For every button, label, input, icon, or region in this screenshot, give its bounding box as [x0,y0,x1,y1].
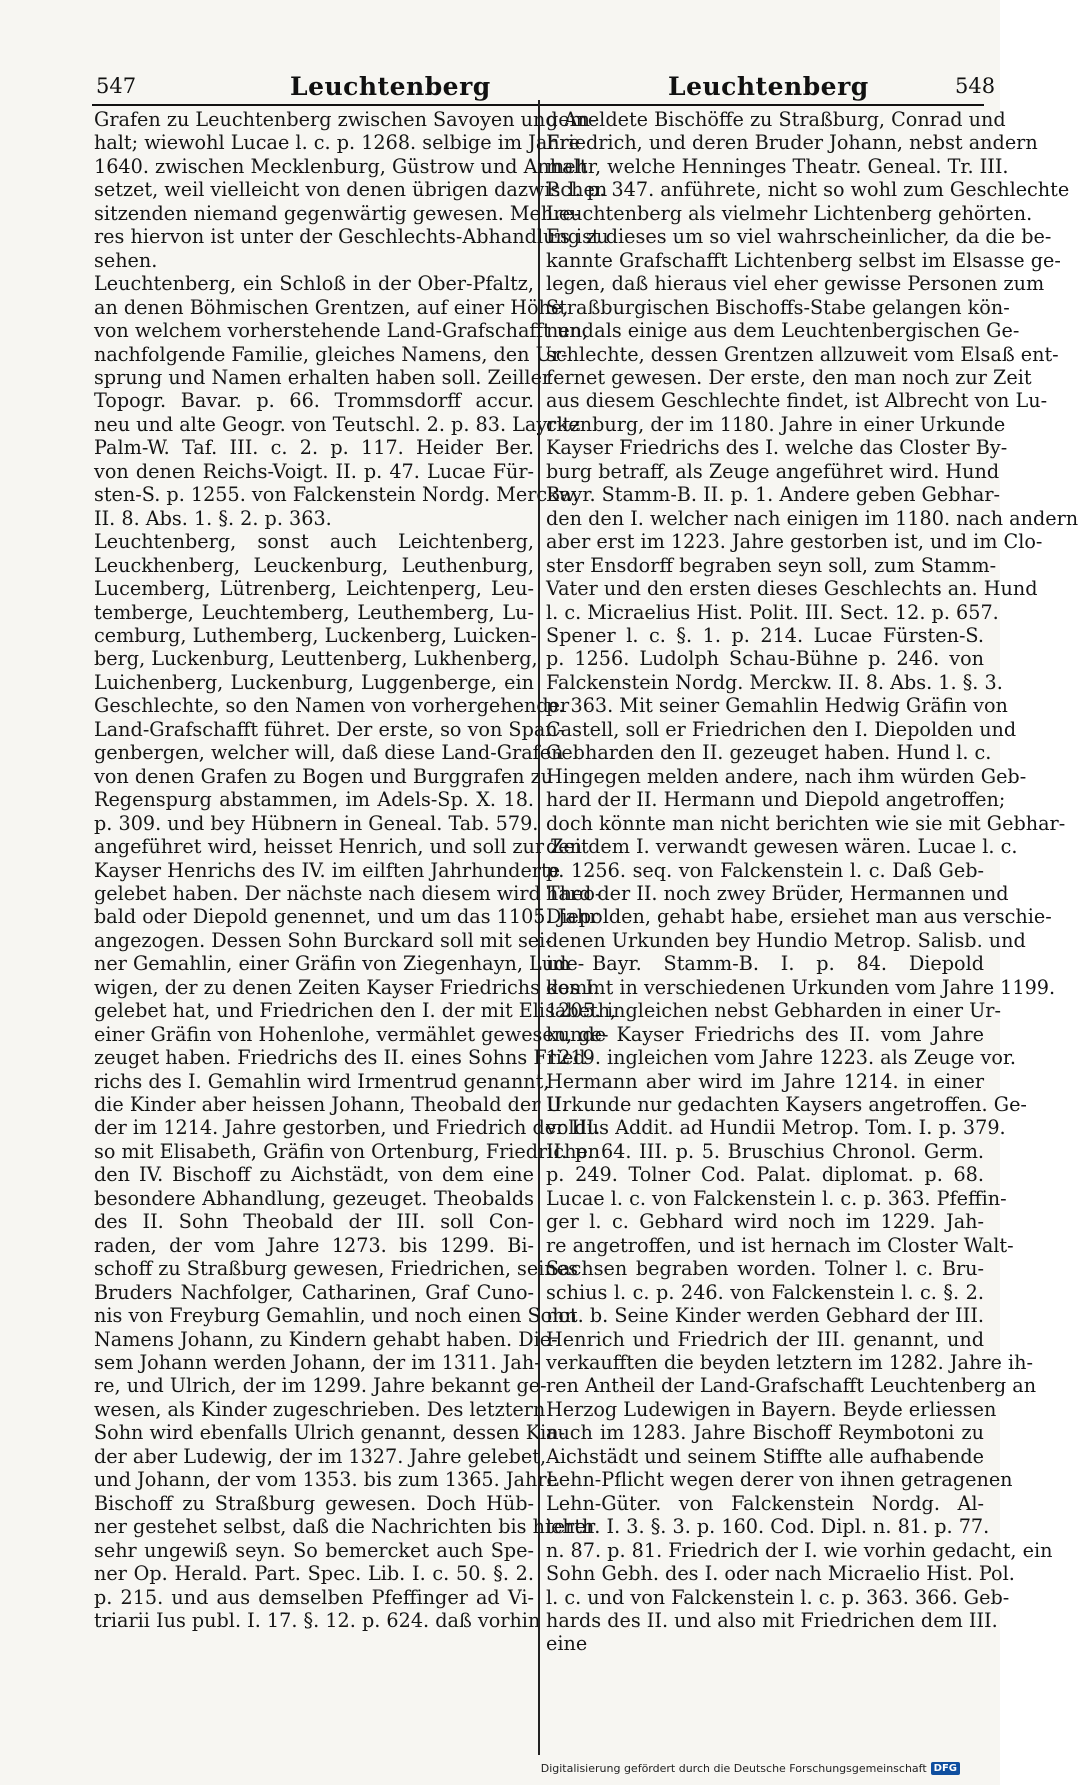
text-line: Leuckhenberg, Leuckenburg, Leuthenburg, [94,553,534,577]
text-line: besondere Abhandlung, gezeuget. Theobalds [94,1186,534,1210]
text-line: bald oder Diepold genennet, und um das 1105. Jahr [94,905,599,929]
text-line: setzet, weil vielleicht von denen übrigen dazwischen [94,178,608,202]
text-line: Vater und den ersten dieses Geschlechts an. Hund [546,577,1038,601]
text-line: Herzog Ludewigen in Bayern. Beyde erliessen [546,1397,997,1421]
page-number-left: 547 [96,74,137,98]
text-line: verkaufften die beyden letztern im 1282. Jahre ih- [546,1351,1033,1375]
text-line: den den I. welcher nach einigen im 1180. nach andern [546,506,1078,530]
text-line: Luichenberg, Luckenburg, Luggenberge, ein [94,670,534,694]
text-line: hards des II. und also mit Friedrichen dem III. [546,1609,998,1632]
text-line: Land-Grafschafft führet. Der erste, so von Span- [94,717,565,741]
text-line: l. c. und von Falckenstein l. c. p. 363. 366. Geb- [546,1585,1010,1609]
text-line: den dem I. verwandt gewesen wären. Lucae l. c. [546,835,1018,859]
text-line: des II. Sohn Theobald der III. soll Con- [94,1210,534,1234]
dfg-logo: DFG [931,1762,960,1775]
text-line: Kayser Friedrichs des I. welche das Closter By- [546,436,1008,460]
digitization-credit [541,1759,960,1777]
text-line: re angetroffen, und ist hernach im Closter Walt- [546,1233,1014,1257]
text-line: einer Gräfin von Hohenlohe, vermählet gewesen, ge- [94,1022,609,1046]
page-number-right: 548 [955,74,996,98]
text-line: Aichstädt und seinem Stiffte alle aufhabende [546,1444,984,1468]
text-line: res hiervon ist unter der Geschlechts-Abhandlung zu [94,225,609,249]
text-line: neu und alte Geogr. von Teutschl. 2. p. 83. Layritz [94,412,581,436]
text-line: triarii Ius publ. I. 17. §. 12. p. 624. daß vorhin [94,1609,541,1632]
text-line: Falckenstein Nordg. Merckw. II. 8. Abs. 1. §. 3. [546,670,1003,694]
text-line: Sohn Gebh. des I. oder nach Micraelio Hist. Pol. [546,1562,1015,1586]
text-line: doch könnte man nicht berichten wie sie mit Gebhar- [546,811,1066,835]
text-line: im Bayr. Stamm-B. I. p. 84. Diepold [546,952,984,976]
text-line: von denen Grafen zu Bogen und Burggrafen zu [94,764,554,788]
text-line: p. 363. Mit seiner Gemahlin Hedwig Gräfin von [546,694,1008,718]
text-line: der aber Ludewig, der im 1327. Jahre gelebet, [94,1444,547,1468]
text-line: ster Ensdorff begraben seyn soll, zum Stamm- [546,553,997,577]
text-line: an denen Böhmischen Grentzen, auf einer Höhe, [94,295,569,319]
text-line: gelebet haben. Der nächste nach diesem wird Theo- [94,881,602,905]
text-line: gelebet hat, und Friedrichen den I. der mit Elisabeth, [94,999,617,1023]
text-line: Spener l. c. §. 1. p. 214. Lucae Fürsten-S. [546,623,984,647]
text-line: II. p. 64. III. p. 5. Bruschius Chronol. Germ. [546,1139,984,1163]
text-line: Lehn-Pflicht wegen derer von ihnen getragenen [546,1468,1013,1492]
text-line: mehr, welche Henninges Theatr. Geneal. Tr. III. [546,154,1009,178]
text-line: Leuchtenberg, sonst auch Leichtenberg, [94,530,534,554]
text-line: II. 8. Abs. 1. §. 2. p. 363. [94,506,332,530]
text-line: sehen. [94,248,158,272]
text-line: Namens Johann, zu Kindern gehabt haben. Die- [94,1327,558,1351]
text-line: sem Johann werden Johann, der im 1311. Jah- [94,1351,541,1375]
text-line: nen, als einige aus dem Leuchtenbergischen Ge- [546,319,1020,343]
text-line: burg betraff, als Zeuge angeführet wird. Hund [546,459,1000,483]
text-line: p. 309. und bey Hübnern in Geneal. Tab. 579. [94,811,539,835]
text-line: genbergen, welcher will, daß diese Land-Grafen [94,741,564,765]
text-line: re, und Ulrich, der im 1299. Jahre bekannt ge- [94,1374,547,1398]
text-line: 1219. ingleichen vom Jahre 1223. als Zeuge vor. [546,1046,1017,1070]
text-line: Friedrich, und deren Bruder Johann, nebst andern [546,131,1038,155]
text-line: schoff zu Straßburg gewesen, Friedrichen, seines [94,1257,578,1281]
text-line: voldus Addit. ad Hundii Metrop. Tom. I. p. 379. [546,1116,1006,1140]
text-line: nachfolgende Familie, gleiches Namens, den Ur- [94,342,568,366]
text-line: Palm-W. Taf. III. c. 2. p. 117. Heider Ber. [94,436,534,460]
text-line: sitzenden niemand gegenwärtig gewesen. Mehre- [94,201,581,225]
text-line: fernet gewesen. Der erste, den man noch zur Zeit [546,365,1032,389]
text-line: und Johann, der vom 1353. bis zum 1365. Jahre [94,1468,558,1492]
right-column [546,108,1078,1656]
text-line: temberge, Leuchtemberg, Leuthemberg, Lu- [94,600,534,624]
text-line: Lucemberg, Lütrenberg, Leichtenperg, Leu- [94,577,534,601]
text-line: hard der II. Hermann und Diepold angetroffen; [546,788,1006,812]
text-line: Henrich und Friedrich der III. genannt, und [546,1327,984,1351]
text-line: ger l. c. Gebhard wird noch im 1229. Jah- [546,1210,984,1234]
text-line: p. 1256. seq. von Falckenstein l. c. Daß Geb- [546,858,984,882]
text-line: eine [546,1632,588,1656]
text-line: hard der II. noch zwey Brüder, Hermannen und [546,881,1009,905]
text-line: schlechte, dessen Grentzen allzuweit vom Elsaß ent- [546,342,1059,366]
text-line: Diepolden, gehabt habe, ersiehet man aus verschie- [546,905,1052,929]
text-line: legen, daß hieraus viel eher gewisse Personen zum [546,272,1045,296]
text-line: nis von Freyburg Gemahlin, und noch einen Sohn [94,1304,577,1328]
text-line: cemburg, Luthemberg, Luckenberg, Luicken- [94,623,537,647]
text-line: Bischoff zu Straßburg gewesen. Doch Hüb- [94,1491,534,1515]
text-line: Leuchtenberg als vielmehr Lichtenberg gehörten. [546,201,1033,225]
text-line: raden, der vom Jahre 1273. bis 1299. Bi- [94,1233,534,1257]
text-line: denen Urkunden bey Hundio Metrop. Salisb. und [546,928,1026,952]
running-title-left: Leuchtenberg [290,72,491,101]
text-line: p. 1256. Ludolph Schau-Bühne p. 246. von [546,647,984,671]
text-line: aus diesem Geschlechte findet, ist Albrecht von Lu- [546,389,1048,413]
text-line: l. c. Micraelius Hist. Polit. III. Sect. 12. p. 657. [546,600,999,624]
text-line: Bayr. Stamm-B. II. p. 1. Andere geben Gebhar- [546,483,1000,507]
text-line: berg, Luckenburg, Leuttenberg, Lukhenberg, [94,647,538,671]
text-line: ckenburg, der im 1180. Jahre in einer Urkunde [546,412,1006,436]
text-line: Lucae l. c. von Falckenstein l. c. p. 363. Pfeffin- [546,1186,1007,1210]
text-line: not. b. Seine Kinder werden Gebhard der III. [546,1304,984,1328]
text-line: ner gestehet selbst, daß die Nachrichten bis hieher [94,1515,596,1539]
text-line: Kayser Henrichs des IV. im eilften Jahrhunderte [94,858,561,882]
text-line: angeführet wird, heisset Henrich, und soll zur Zeit [94,835,589,859]
text-line: Grafen zu Leuchtenberg zwischen Savoyen und An- [94,108,597,131]
text-line: wigen, der zu denen Zeiten Kayser Friedrichs des I. [94,975,600,999]
text-line: n. 87. p. 81. Friedrich der I. wie vorhin gedacht, ein [546,1538,1053,1562]
page-header [0,72,1000,106]
text-line: 1640. zwischen Mecklenburg, Güstrow und Anhalt [94,154,588,178]
text-line: richs des I. Gemahlin wird Irmentrud genannt, [94,1069,550,1093]
text-line: ren Antheil der Land-Grafschafft Leuchtenberg an [546,1374,1037,1398]
text-line: Regenspurg abstammen, im Adels-Sp. X. 18. [94,788,534,812]
text-line: den IV. Bischoff zu Aichstädt, von dem eine [94,1163,534,1187]
text-line: halt; wiewohl Lucae l. c. p. 1268. selbige im Jahre [94,131,581,155]
text-line: Urkunde nur gedachten Kaysers angetroffen. Ge- [546,1093,1027,1117]
text-line: von welchem vorherstehende Land-Grafschafft und [94,319,594,343]
text-line: kunde Kayser Friedrichs des II. vom Jahre [546,1022,984,1046]
text-line: Topogr. Bavar. p. 66. Trommsdorff accur. [94,389,534,413]
text-line: Bruders Nachfolger, Catharinen, Graf Cuno- [94,1280,534,1304]
text-line: so mit Elisabeth, Gräfin von Ortenburg, Friedrichen [94,1139,601,1163]
text-line: Sohn wird ebenfalls Ulrich genannt, dessen Kin- [94,1421,566,1445]
left-column [94,108,617,1632]
text-line: Lehn-Güter. von Falckenstein Nordg. Al- [546,1491,984,1515]
text-line: Hermann aber wird im Jahre 1214. in einer [546,1069,984,1093]
text-line: wesen, als Kinder zugeschrieben. Des letztern [94,1397,546,1421]
text-line: 1205. ingleichen nebst Gebharden in einer Ur- [546,999,1001,1023]
text-line: sten-S. p. 1255. von Falckenstein Nordg. Merckw. [94,483,580,507]
credit-text: Digitalisierung gefördert durch die Deutsche Forschungsgemeinschaft [540,1761,927,1775]
text-line: Leuchtenberg, ein Schloß in der Ober-Pfaltz, [94,272,534,296]
text-line: P. I. p. 347. anführete, nicht so wohl zum Geschlechte [546,178,1070,202]
text-line: Es ist dieses um so viel wahrscheinlicher, da die be- [546,225,1052,249]
text-line: auch im 1283. Jahre Bischoff Reymbotoni zu [546,1421,984,1445]
text-line: angezogen. Dessen Sohn Burckard soll mit sei- [94,928,552,952]
text-line: p. 249. Tolner Cod. Palat. diplomat. p. 68. [546,1163,984,1187]
text-line: Castell, soll er Friedrichen den I. Diepolden und [546,717,1017,741]
text-line: sehr ungewiß seyn. So bemercket auch Spe- [94,1538,534,1562]
text-line: ner Gemahlin, einer Gräfin von Ziegenhayn, Lude- [94,952,585,976]
text-line: Straßburgischen Bischoffs-Stabe gelangen kön- [546,295,1010,319]
text-line: Gebharden den II. gezeuget haben. Hund l. c. [546,741,992,765]
text-line: der im 1214. Jahre gestorben, und Friedrich der III. [94,1116,601,1140]
text-line: ner Op. Herald. Part. Spec. Lib. I. c. 50. §. 2. [94,1562,534,1586]
text-line: kannte Grafschafft Lichtenberg selbst im Elsasse ge- [546,248,1061,272]
text-line: gemeldete Bischöffe zu Straßburg, Conrad und [546,108,1006,131]
text-line: Hingegen melden andere, nach ihm würden Geb- [546,764,1027,788]
text-line: aber erst im 1223. Jahre gestorben ist, und im Clo- [546,530,1043,554]
text-line: die Kinder aber heissen Johann, Theobald der II. [94,1093,568,1117]
text-line: p. 215. und aus demselben Pfeffinger ad Vi- [94,1585,534,1609]
text-line: terth. I. 3. §. 3. p. 160. Cod. Dipl. n. 81. p. 77. [546,1515,990,1539]
text-line: sprung und Namen erhalten haben soll. Zeiller [94,365,552,389]
text-line: Sachsen begraben worden. Tolner l. c. Bru- [546,1257,984,1281]
running-title-right: Leuchtenberg [668,72,869,101]
text-line: zeuget haben. Friedrichs des II. eines Sohns Fried- [94,1046,593,1070]
text-line: Geschlechte, so den Namen von vorhergehender [94,694,570,718]
text-line: kommt in verschiedenen Urkunden vom Jahre 1199. [546,975,1056,999]
text-line: von denen Reichs-Voigt. II. p. 47. Lucae Für- [94,459,534,483]
text-line: schius l. c. p. 246. von Falckenstein l. c. §. 2. [546,1280,984,1304]
